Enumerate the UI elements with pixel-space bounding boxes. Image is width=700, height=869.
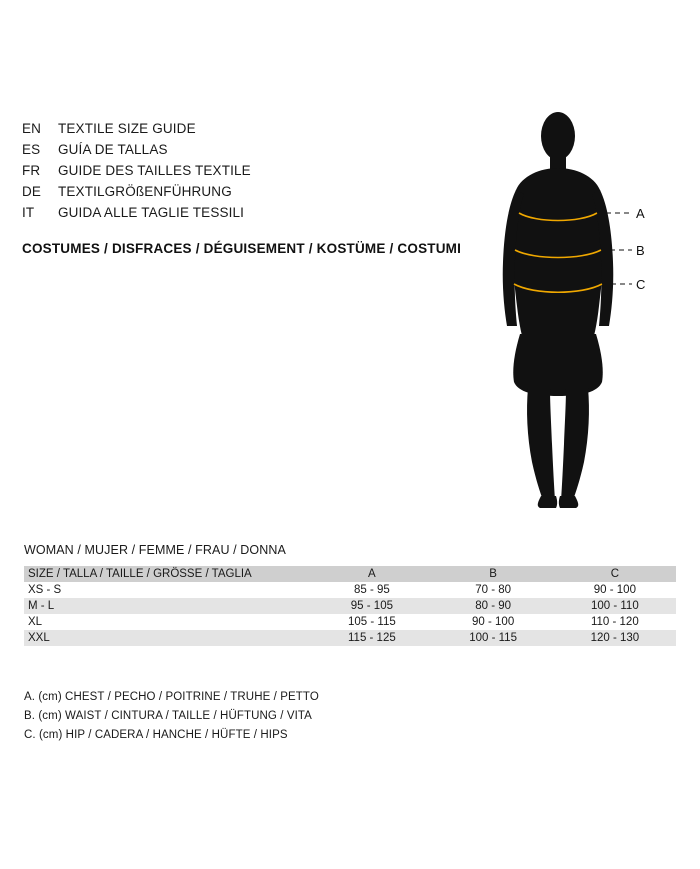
language-row bbox=[22, 118, 442, 139]
costumes-heading: COSTUMES / DISFRACES / DÉGUISEMENT / KOSTÜME / COSTUMI bbox=[22, 241, 462, 256]
table-row bbox=[24, 582, 676, 598]
measure-letter-b: B bbox=[636, 243, 645, 258]
cell-chest: 115 - 125 bbox=[348, 632, 396, 644]
table-title: WOMAN / MUJER / FEMME / FRAU / DONNA bbox=[24, 543, 286, 557]
legend-line-b: B. (cm) WAIST / CINTURA / TAILLE / HÜFTUNG / VITA bbox=[24, 710, 312, 722]
cell-hip: 90 - 100 bbox=[593, 584, 636, 596]
measurement-legend bbox=[24, 688, 319, 745]
cell-waist: 80 - 90 bbox=[475, 600, 512, 612]
language-code: ES bbox=[22, 142, 41, 157]
language-title: GUIDA ALLE TAGLIE TESSILI bbox=[58, 205, 245, 220]
cell-hip: 120 - 130 bbox=[590, 632, 640, 644]
language-row bbox=[22, 181, 442, 202]
cell-hip: 110 - 120 bbox=[590, 616, 639, 628]
column-header-b: B bbox=[489, 568, 497, 580]
cell-chest: 105 - 115 bbox=[348, 616, 396, 628]
cell-waist: 70 - 80 bbox=[475, 584, 512, 596]
legend-line-a: A. (cm) CHEST / PECHO / POITRINE / TRUHE / PETTO bbox=[24, 691, 319, 703]
cell-chest: 85 - 95 bbox=[353, 584, 390, 596]
table-row bbox=[24, 598, 676, 614]
cell-waist: 100 - 115 bbox=[469, 632, 517, 644]
language-row bbox=[22, 139, 442, 160]
language-title: GUÍA DE TALLAS bbox=[58, 142, 168, 157]
cell-size: XS - S bbox=[28, 584, 62, 596]
language-list bbox=[22, 118, 442, 223]
cell-size: XL bbox=[28, 616, 43, 628]
woman-silhouette-icon bbox=[470, 110, 670, 510]
column-header-a: A bbox=[368, 568, 376, 580]
language-code: EN bbox=[22, 121, 42, 136]
column-header-c: C bbox=[610, 568, 620, 580]
table-row bbox=[24, 614, 676, 630]
legend-line-c: C. (cm) HIP / CADERA / HANCHE / HÜFTE / HIPS bbox=[24, 729, 288, 741]
cell-chest: 95 - 105 bbox=[350, 600, 393, 612]
column-header-size: SIZE / TALLA / TAILLE / GRÖSSE / TAGLIA bbox=[28, 568, 252, 580]
language-code: FR bbox=[22, 163, 41, 178]
language-code: DE bbox=[22, 184, 42, 199]
measure-letter-a: A bbox=[636, 206, 645, 221]
language-title: GUIDE DES TAILLES TEXTILE bbox=[58, 163, 251, 178]
language-title: TEXTILGRÖßENFÜHRUNG bbox=[58, 184, 232, 199]
cell-size: M - L bbox=[28, 600, 55, 612]
measure-letter-c: C bbox=[636, 277, 646, 292]
table-header-row bbox=[24, 566, 676, 582]
size-table bbox=[24, 566, 676, 646]
figure-illustration bbox=[470, 110, 670, 510]
language-row bbox=[22, 160, 442, 181]
cell-size: XXL bbox=[28, 632, 50, 644]
language-row bbox=[22, 202, 442, 223]
cell-hip: 100 - 110 bbox=[590, 600, 639, 612]
table-row bbox=[24, 630, 676, 646]
language-title: TEXTILE SIZE GUIDE bbox=[58, 121, 196, 136]
cell-waist: 90 - 100 bbox=[472, 616, 515, 628]
language-code: IT bbox=[22, 205, 35, 220]
